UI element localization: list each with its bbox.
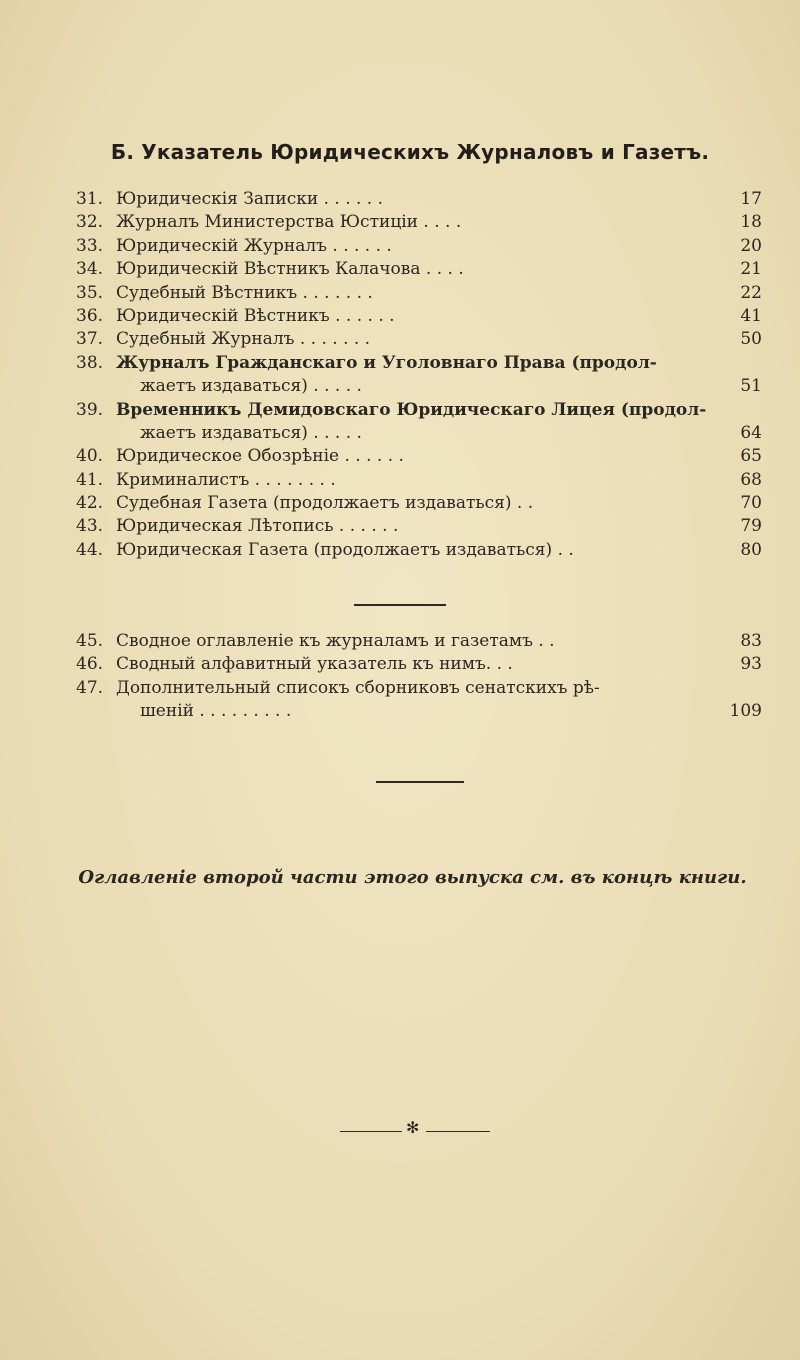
entry-number: 41. [76,469,104,490]
entry-title: Юридическій Вѣстникъ . . . . . . [116,305,395,326]
entry-page: 83 [740,631,762,651]
entry-title: Журналъ Гражданскаго и Уголовнаго Права (продол- [116,352,657,373]
entry-page: 50 [740,329,762,350]
toc-entry [76,188,768,211]
toc-entry [76,677,768,700]
toc-entry [76,211,768,234]
ornament-line-right [426,1131,490,1132]
section-divider [354,604,446,606]
entry-number: 45. [76,631,104,651]
entry-page: 22 [740,282,762,303]
entry-title: Юридическій Вѣстникъ Калачова . . . . [116,259,464,280]
toc-entry [76,630,768,653]
toc-entry [76,352,768,375]
section-divider [376,781,464,783]
entry-page: 18 [740,212,762,233]
entry-title-continued: жаетъ издаваться) . . . . . [140,376,362,397]
entry-title: Юридическія Записки . . . . . . [116,189,384,209]
toc-section-indexes [76,630,768,724]
toc-entry [76,328,768,351]
entry-page: 21 [740,259,762,280]
entry-title-continued: шеній . . . . . . . . . [140,701,292,722]
entry-number: 43. [76,516,104,537]
toc-entry [76,469,768,492]
entry-number: 32. [76,212,104,233]
entry-title-continued: жаетъ издаваться) . . . . . [140,422,362,443]
entry-title: Юридическое Обозрѣніе . . . . . . [116,446,404,467]
toc-entry [76,282,768,305]
entry-number: 38. [76,352,104,373]
entry-title: Временникъ Демидовскаго Юридическаго Лицея (продол- [116,399,707,420]
entry-title: Журналъ Министерства Юстиціи . . . . [116,212,462,233]
toc-entry [76,515,768,538]
entry-number: 39. [76,399,104,420]
ornament-line-left [340,1131,402,1132]
toc-entry-continuation [76,700,768,723]
entry-page: 68 [740,469,762,490]
entry-number: 35. [76,282,104,303]
entry-number: 46. [76,654,104,675]
entry-title: Юридическая Газета (продолжаетъ издаваться) . . [116,539,574,560]
entry-number: 34. [76,259,104,280]
entry-title: Юридическій Журналъ . . . . . . [116,235,392,256]
footer-note: Оглавленіе второй части этого выпуска см. въ концѣ книги. [78,867,747,888]
entry-page: 64 [740,422,762,443]
toc-section-journals [76,188,768,562]
toc-entry [76,305,768,328]
toc-entry [76,445,768,468]
entry-number: 47. [76,677,104,698]
entry-page: 65 [740,446,762,467]
toc-entry [76,235,768,258]
entry-number: 44. [76,539,104,560]
entry-page: 20 [740,235,762,256]
entry-page: 51 [740,376,762,397]
entry-number: 37. [76,329,104,350]
entry-number: 42. [76,493,104,514]
page-title: Б. Указатель Юридическихъ Журналовъ и Газетъ. [110,140,710,164]
entry-page: 17 [740,189,762,209]
asterism-icon: ✻ [406,1118,420,1137]
entry-page: 70 [740,493,762,514]
toc-entry [76,653,768,676]
toc-entry-continuation [76,422,768,445]
entry-number: 33. [76,235,104,256]
entry-page: 79 [740,516,762,537]
entry-number: 40. [76,446,104,467]
toc-entry [76,399,768,422]
toc-entry [76,258,768,281]
entry-title: Сводный алфавитный указатель къ нимъ. . . [116,654,513,675]
entry-title: Судебная Газета (продолжаетъ издаваться) . . [116,493,534,514]
toc-entry-continuation [76,375,768,398]
entry-title: Юридическая Лѣтопись . . . . . . [116,516,399,537]
entry-page: 41 [740,305,762,326]
entry-title: Судебный Журналъ . . . . . . . [116,329,371,350]
entry-page: 80 [740,539,762,560]
entry-number: 36. [76,305,104,326]
entry-title: Судебный Вѣстникъ . . . . . . . [116,282,373,303]
entry-title: Дополнительный списокъ сборниковъ сенатскихъ рѣ- [116,677,600,698]
end-ornament [340,1118,490,1142]
entry-title: Криминалистъ . . . . . . . . [116,469,336,490]
toc-entry [76,539,768,562]
entry-page: 93 [740,654,762,675]
entry-page: 109 [729,701,762,722]
entry-number: 31. [76,189,104,209]
entry-title: Сводное оглавленіе къ журналамъ и газетамъ . . [116,631,555,651]
toc-entry [76,492,768,515]
